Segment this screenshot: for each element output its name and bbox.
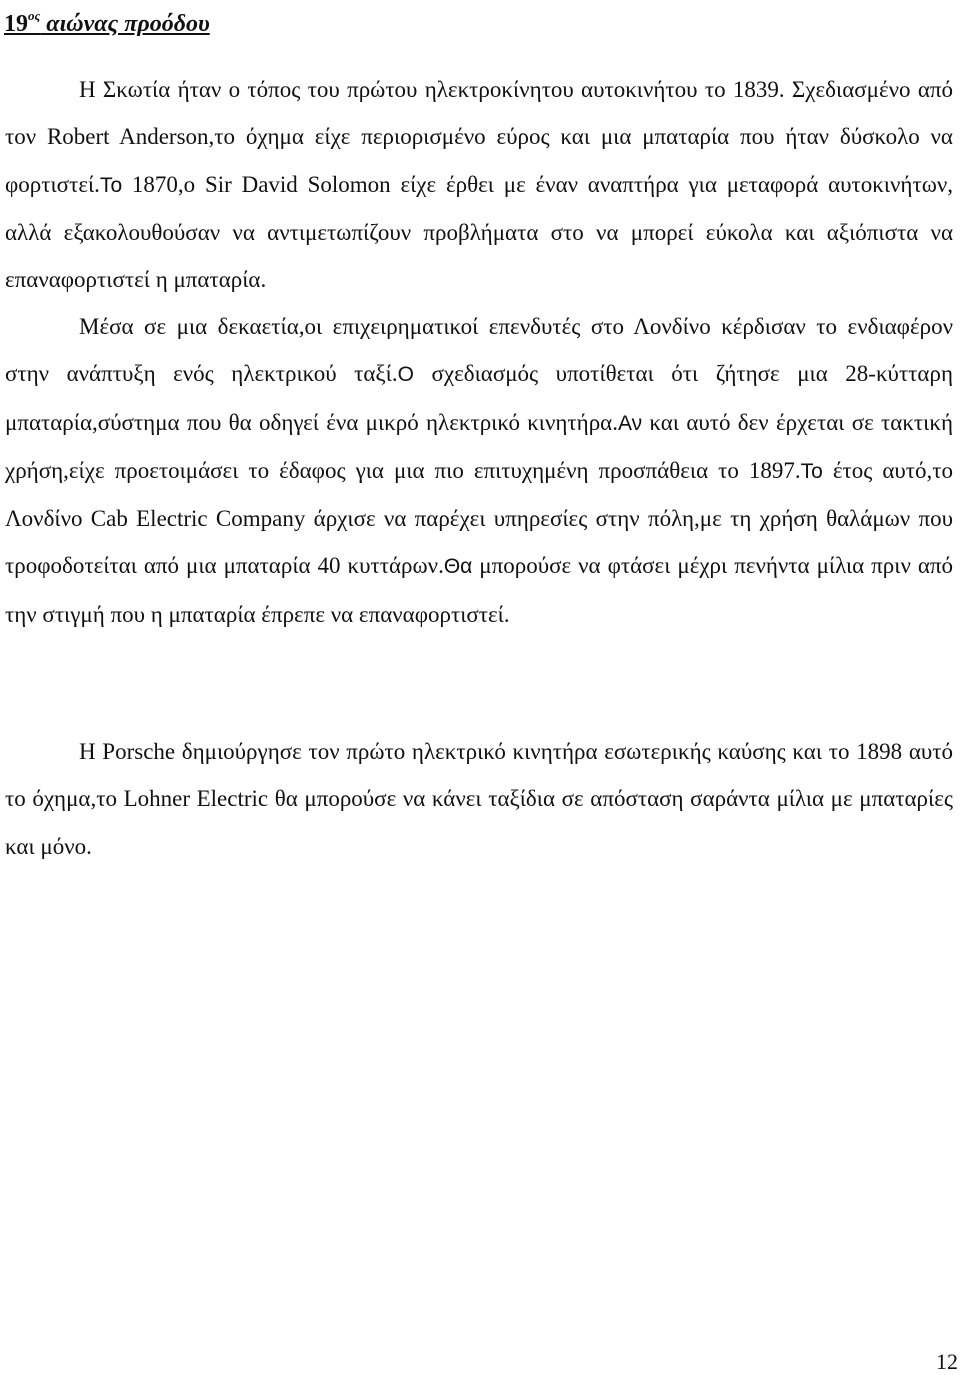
paragraph-text: μπορούσε να φτάσει μέχρι πενήντα μίλια πριν από την στιγμή που η μπαταρία έπρεπε να επαναφορτιστεί. <box>5 553 953 627</box>
paragraph-text: Η Porsche δημιούργησε τον πρώτο ηλεκτρικό κινητήρα εσωτερικής καύσης και το 1898 αυτό το όχημα,το Lohner Electric θα μπορούσε να κάνει ταξίδια σε απόσταση σαράντα μίλια με μπαταρίες και μόνο. <box>5 739 953 859</box>
paragraph-text: και αυτό δεν έρχεται σε τακτική χρήση,είχε προετοιμάσει το έδαφος για μια πιο επιτυχημένη προσπάθεια το 1897. <box>5 409 953 483</box>
heading-title: αιώνας προόδου <box>40 11 210 37</box>
paragraph-porsche <box>5 728 953 870</box>
heading-number: 19 <box>4 11 28 37</box>
sentence-start: Αν <box>617 411 643 435</box>
sentence-start: Το <box>99 173 123 197</box>
sentence-start: Ο <box>397 363 414 387</box>
paragraph-text: Μέσα σε μια δεκαετία,οι επιχειρηματικοί επενδυτές στο Λονδίνο κέρδισαν το ενδιαφέρον στην ανάπτυξη ενός ηλεκτρικού ταξί. <box>5 314 953 387</box>
section-heading <box>4 0 210 40</box>
heading-superscript: ος <box>28 8 41 23</box>
paragraph-text: Η Σκωτία ήταν ο τόπος του πρώτου ηλεκτροκίνητου αυτοκινήτου το 1839. Σχεδιασμένο από τον Robert Anderson,το όχημα είχε περιορισμένο εύρος και μια μπαταρία που ήταν δύσκολο να φορτιστεί. <box>5 77 953 197</box>
page-number: 12 <box>936 1349 958 1374</box>
sentence-start: Το <box>800 459 823 483</box>
paragraph-text: 1870,ο Sir David Solomon είχε έρθει με έναν αναπτήρα για μεταφορά αυτοκινήτων, αλλά εξακολουθούσαν να αντιμετωπίζουν προβλήματα στο να μπορεί εύκολα και αξιόπιστα να επαναφορτιστεί η μπαταρία. <box>5 171 953 293</box>
paragraph-scotland <box>5 66 953 303</box>
paragraph-text: σχεδιασμός υποτίθεται ότι ζήτησε μια 28-κύτταρη μπαταρία,σύστημα που θα οδηγεί ένα μικρό ηλεκτρικό κινητήρα. <box>5 361 953 435</box>
sentence-start: Θα <box>443 555 473 579</box>
paragraph-text: έτος αυτό,το Λονδίνο Cab Electric Company άρχισε να παρέχει υπηρεσίες στην πόλη,με τη χρήση θαλάμων που τροφοδοτείται από μια μπαταρία 40 κυττάρων. <box>5 457 954 579</box>
paragraph-london-taxi <box>5 303 953 638</box>
